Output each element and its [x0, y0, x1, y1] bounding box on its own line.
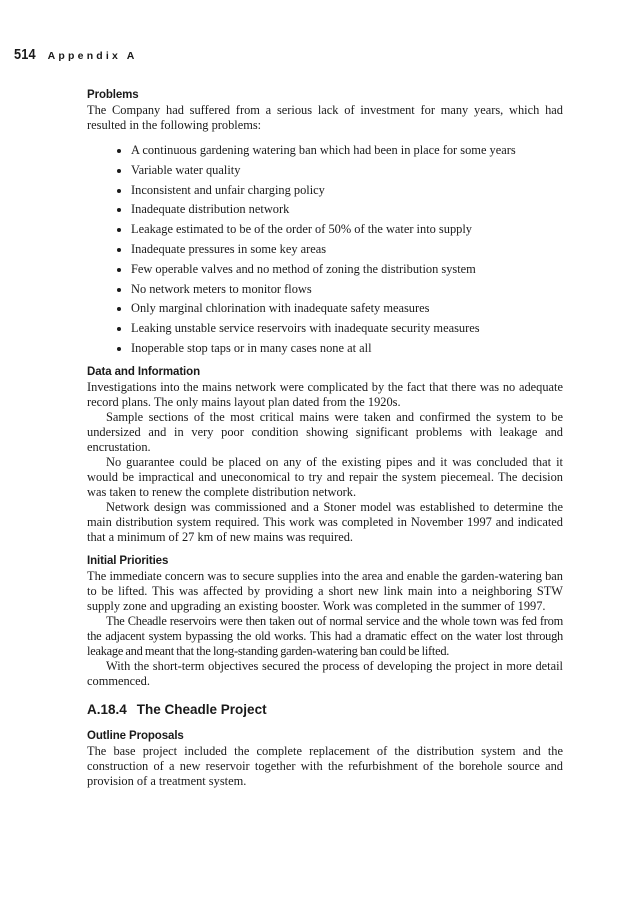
- paragraph: The base project included the complete replacement of the distribution system and the construction of a new reservoir together with the refurbishment of the borehole source and provision of a treatment system.: [87, 743, 563, 788]
- subsection-title: The Cheadle Project: [136, 701, 267, 717]
- list-item: Only marginal chlorination with inadequate safety measures: [87, 301, 563, 316]
- list-item: Variable water quality: [87, 163, 563, 178]
- subsection-heading: [87, 701, 563, 719]
- list-item: Leaking unstable service reservoirs with inadequate security measures: [87, 321, 563, 336]
- paragraph: No guarantee could be placed on any of the existing pipes and it was concluded that it would be impractical and uneconomical to try and repair the system piecemeal. The decision was taken to renew the complete distribution network.: [87, 454, 563, 499]
- problems-list: [87, 143, 563, 356]
- section-heading-problems: Problems: [87, 89, 139, 101]
- list-item: Few operable valves and no method of zoning the distribution system: [87, 262, 563, 277]
- page-header: [14, 46, 138, 64]
- subsection-number: A.18.4: [87, 701, 127, 717]
- list-item: Inconsistent and unfair charging policy: [87, 183, 563, 198]
- section-heading-data-information: Data and Information: [87, 365, 201, 378]
- page-body: [87, 88, 563, 789]
- paragraph: Investigations into the mains network were complicated by the fact that there was no adequate record plans. The only mains layout plan dated from the 1920s.: [87, 379, 563, 409]
- list-item: Inadequate pressures in some key areas: [87, 242, 563, 257]
- list-item: Inadequate distribution network: [87, 202, 563, 217]
- list-item: A continuous gardening watering ban which had been in place for some years: [87, 143, 563, 158]
- running-head: Appendix A: [47, 50, 138, 62]
- list-item: No network meters to monitor flows: [87, 282, 563, 297]
- paragraph: The Cheadle reservoirs were then taken out of normal service and the whole town was fed from the adjacent system bypassing the old works. This had a dramatic effect on the water lost through leakage and meant that the long-standing garden-watering ban could be lifted.: [87, 613, 563, 658]
- paragraph: Sample sections of the most critical mains were taken and confirmed the system to be undersized and in very poor condition showing significant problems with leakage and encrustation.: [87, 409, 563, 454]
- problems-intro: The Company had suffered from a serious lack of investment for many years, which had resulted in the following problems:: [87, 103, 563, 132]
- page-number: 514: [14, 46, 36, 63]
- paragraph: The immediate concern was to secure supplies into the area and enable the garden-watering ban to be lifted. This was affected by providing a short new link main into a neighboring STW supply zone and upgrading an existing booster. Work was completed in the summer of 1997.: [87, 568, 563, 613]
- list-item: Inoperable stop taps or in many cases none at all: [87, 341, 563, 356]
- section-heading-initial-priorities: Initial Priorities: [87, 554, 169, 567]
- paragraph: With the short-term objectives secured the process of developing the project in more detail commenced.: [87, 658, 563, 688]
- list-item: Leakage estimated to be of the order of 50% of the water into supply: [87, 222, 563, 237]
- section-heading-outline-proposals: Outline Proposals: [87, 729, 184, 742]
- paragraph: Network design was commissioned and a Stoner model was established to determine the main distribution system required. This work was completed in November 1997 and indicated that a minimum of 27 km of new mains was required.: [87, 499, 563, 544]
